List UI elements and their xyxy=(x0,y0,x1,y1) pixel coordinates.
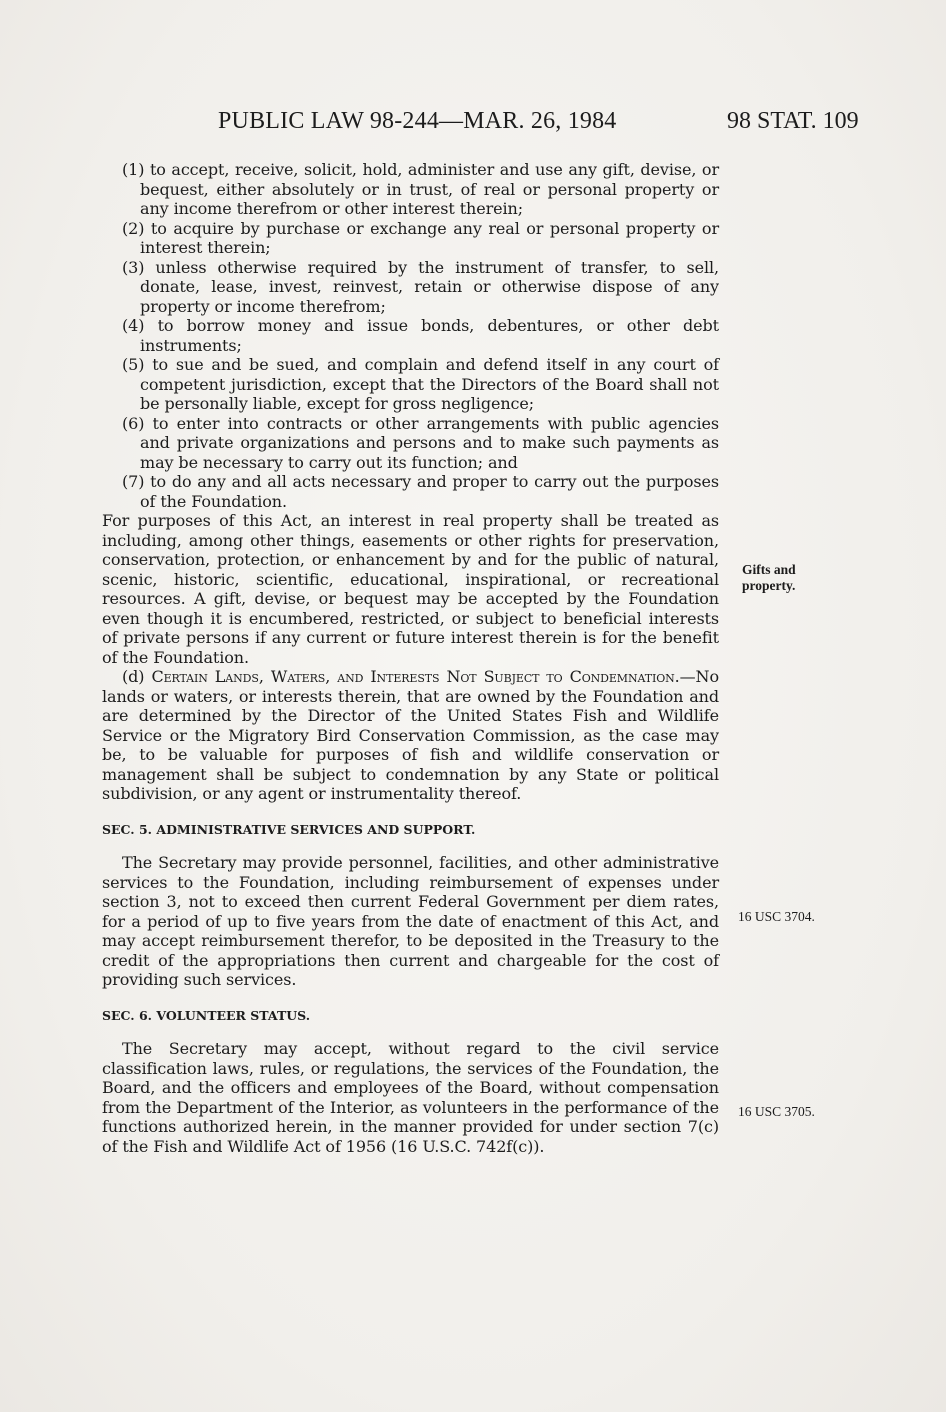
list-item: (6) to enter into contracts or other arrangements with public agencies and private organizations and persons and to make such payments as may be necessary to carry out its function; and xyxy=(122,413,719,472)
list-item: (2) to acquire by purchase or exchange any real or personal property or interest therein; xyxy=(122,218,719,257)
purposes-paragraph: For purposes of this Act, an interest in real property shall be treated as including, among other things, easements or other rights for preservation, conservation, protection, or enhancement by and for the public of natural, scenic, historic, scientific, educational, inspirational, or recreational resources. A gift, devise, or bequest may be accepted by the Foundation even though it is encumbered, restricted, or subject to beneficial interests of private persons if any current or future interest therein is for the benefit of the Foundation. xyxy=(102,511,719,667)
list-item: (4) to borrow money and issue bonds, debentures, or other debt instruments; xyxy=(122,316,719,355)
subsection-d xyxy=(102,667,719,804)
list-item: (7) to do any and all acts necessary and proper to carry out the purposes of the Foundation. xyxy=(122,472,719,511)
sec5-text: The Secretary may provide personnel, facilities, and other administrative services to the Foundation, including reimbursement of expenses under section 3, not to exceed then current Federal Government per diem rates, for a period of up to five years from the date of enactment of this Act, and may accept reimbursement therefor, to be deposited in the Treasury to the credit of the appropriations then current and chargeable for the cost of providing such services. xyxy=(102,853,719,989)
sec5-heading: SEC. 5. ADMINISTRATIVE SERVICES AND SUPPORT. xyxy=(102,821,476,837)
sec6-text: The Secretary may accept, without regard to the civil service classification laws, rules, or regulations, the services of the Foundation, the Board, and the officers and employees of the Board, without compensation from the Department of the Interior, as volunteers in the performance of the functions authorized herein, in the manner provided for under section 7(c) of the Fish and Wildlife Act of 1956 (16 U.S.C. 742f(c)). xyxy=(102,1039,719,1156)
running-title: PUBLIC LAW 98-244—MAR. 26, 1984 xyxy=(218,108,617,134)
margin-note-gifts xyxy=(742,562,796,594)
margin-note-usc-3705: 16 USC 3705. xyxy=(738,1104,815,1119)
margin-note-gifts-line2: property. xyxy=(742,578,796,593)
list-item: (1) to accept, receive, solicit, hold, administer and use any gift, devise, or bequest, either absolutely or in trust, of real or personal property or any income therefrom or other interest therein; xyxy=(122,160,719,218)
list-item: (5) to sue and be sued, and complain and defend itself in any court of competent jurisdiction, except that the Directors of the Board shall not be personally liable, except for gross negligence; xyxy=(122,355,719,413)
sec6-heading: SEC. 6. VOLUNTEER STATUS. xyxy=(102,1007,311,1023)
body-text xyxy=(102,160,719,1156)
subsection-d-text: —No lands or waters, or interests therein, that are owned by the Foundation and are determined by the Director of the United States Fish and Wildlife Service or the Migratory Bird Conservation Commission, as the case may be, to be valuable for purposes of fish and wildlife conservation or management shall be subject to condemnation by any State or political subdivision, or any agent or instrumentality thereof. xyxy=(102,667,719,803)
statute-citation: 98 STAT. 109 xyxy=(727,108,859,134)
margin-note-gifts-line1: Gifts and xyxy=(742,562,796,577)
list-item: (3) unless otherwise required by the instrument of transfer, to sell, donate, lease, invest, reinvest, retain or otherwise dispose of any property or income therefrom; xyxy=(122,257,719,316)
subsection-d-heading: Certain Lands, Waters, and Interests Not Subject to Condemnation. xyxy=(151,667,680,686)
page-header xyxy=(0,108,946,142)
margin-note-usc-3704: 16 USC 3704. xyxy=(738,909,815,924)
subsection-d-label: (d) xyxy=(122,667,152,686)
